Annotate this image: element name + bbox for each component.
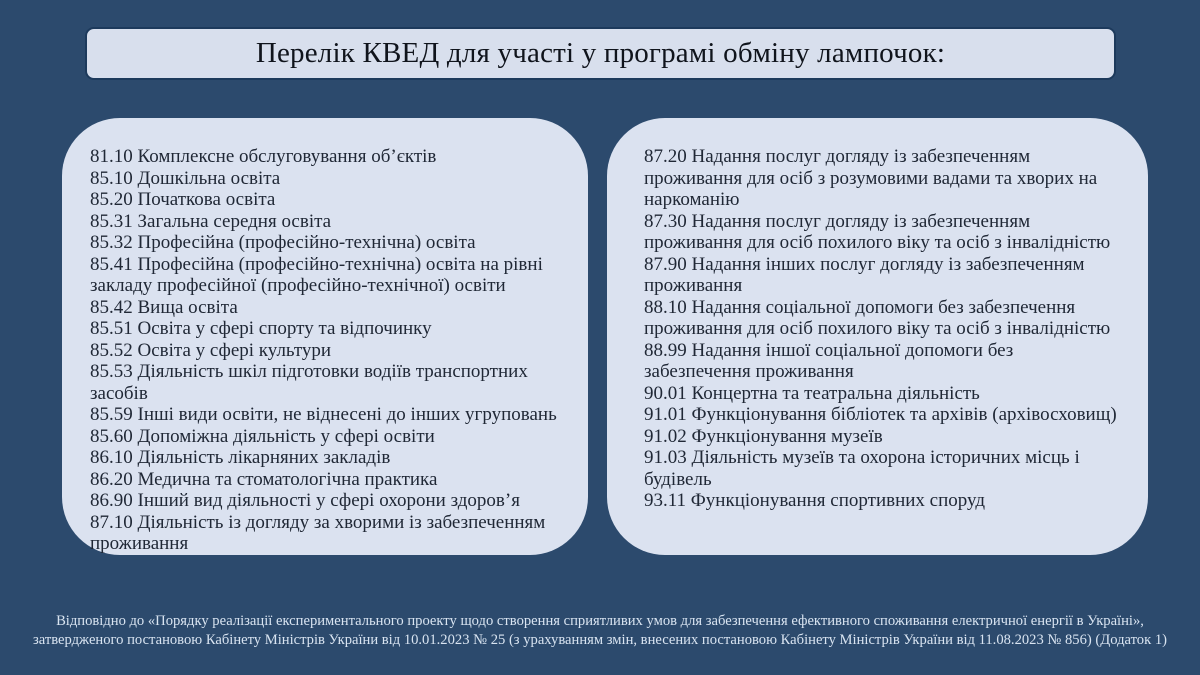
kved-item: 86.90 Інший вид діяльності у сфері охорони здоров’я [90, 490, 520, 511]
footer-line-1: Відповідно до «Порядку реалізації експериментального проекту щодо створення сприятливих умов для забезпечення ефективного споживання електричної енергії в Україні», [56, 613, 1144, 629]
kved-item: 87.20 Надання послуг догляду із забезпеченням проживання для осіб з розумовими вадами та хворих на наркоманію [644, 146, 1098, 210]
kved-item: 87.30 Надання послуг догляду із забезпеченням проживання для осіб похилого віку та осіб з інвалідністю [644, 210, 1111, 253]
kved-item: 85.10 Дошкільна освіта [90, 167, 281, 189]
kved-item: 87.10 Діяльність із догляду за хворими із забезпеченням проживання [90, 511, 546, 554]
kved-item: 85.41 Професійна (професійно-технічна) освіта на рівні закладу професійної (професійно-технічної) освіти [90, 253, 543, 296]
kved-item: 85.42 Вища освіта [90, 296, 238, 318]
kved-item: 85.31 Загальна середня освіта [90, 210, 332, 232]
kved-item: 90.01 Концертна та театральна діяльність [644, 382, 980, 404]
kved-item: 88.10 Надання соціальної допомоги без забезпечення проживання для осіб похилого віку та осіб з інвалідністю [644, 296, 1111, 339]
kved-list-right-panel [607, 118, 1148, 555]
kved-item: 93.11 Функціонування спортивних споруд [644, 490, 985, 511]
kved-item: 85.52 Освіта у сфері культури [90, 339, 332, 361]
kved-item: 86.10 Діяльність лікарняних закладів [90, 447, 391, 468]
slide-title: Перелік КВЕД для участі у програмі обміну лампочок: [255, 37, 946, 69]
title-box [85, 27, 1116, 80]
kved-item: 81.10 Комплексне обслуговування об’єктів [90, 146, 437, 167]
footer-note [30, 612, 1170, 650]
kved-item: 85.59 Інші види освіти, не віднесені до інших угруповань [90, 404, 557, 425]
kved-list-left-panel [62, 118, 588, 555]
kved-item: 91.03 Діяльність музеїв та охорона історичних місць і будівель [644, 447, 1080, 490]
kved-item: 91.02 Функціонування музеїв [644, 425, 883, 447]
kved-item: 85.32 Професійна (професійно-технічна) освіта [90, 232, 476, 253]
kved-item: 85.60 Допоміжна діяльність у сфері освіти [90, 425, 435, 447]
kved-item: 85.20 Початкова освіта [90, 189, 276, 210]
kved-item: 85.53 Діяльність шкіл підготовки водіїв транспортних засобів [90, 361, 528, 404]
footer-line-2: затвердженого постановою Кабінету Міністрів України від 10.01.2023 № 25 (з урахуванням змін, внесених постановою Кабінету Міністрів України від 11.08.2023 № 856) (Додаток 1) [33, 632, 1167, 648]
kved-item: 85.51 Освіта у сфері спорту та відпочинку [90, 318, 432, 339]
kved-item: 88.99 Надання іншої соціальної допомоги без забезпечення проживання [644, 339, 1014, 382]
kved-item: 91.01 Функціонування бібліотек та архівів (архівосховищ) [644, 404, 1117, 425]
kved-item: 87.90 Надання інших послуг догляду із забезпеченням проживання [644, 253, 1085, 296]
kved-item: 86.20 Медична та стоматологічна практика [90, 468, 438, 490]
